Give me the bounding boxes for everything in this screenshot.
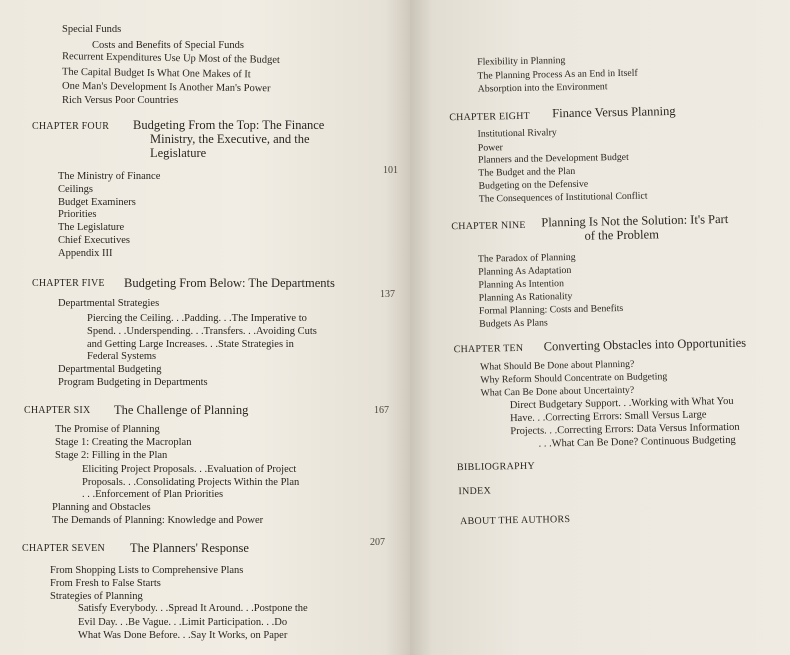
toc-entry: Spend. . .Underspending. . .Transfers. . .Avoiding Cuts <box>87 326 317 337</box>
toc-entry: Absorption into the Environment <box>477 81 608 95</box>
chapter-title: Converting Obstacles into Opportunities <box>543 335 747 354</box>
page-number: 207 <box>370 537 385 548</box>
chapter-label: CHAPTER EIGHT <box>449 110 531 124</box>
chapter-label: CHAPTER SEVEN <box>22 543 105 554</box>
toc-entry: Formal Planning: Costs and Benefits <box>478 302 624 317</box>
index-entry: INDEX <box>458 485 492 498</box>
toc-entry: Piercing the Ceiling. . .Padding. . .The Imperative to <box>87 313 307 324</box>
toc-entry: Budgeting on the Defensive <box>478 178 589 192</box>
toc-entry: Appendix III <box>58 248 113 259</box>
toc-entry: What Was Done Before. . .Say It Works, on Paper <box>78 630 288 641</box>
toc-entry: Evil Day. . .Be Vague. . .Limit Participation. . .Do <box>78 617 288 628</box>
about-authors-entry: ABOUT THE AUTHORS <box>459 514 571 528</box>
toc-entry: Recurrent Expenditures Use Up Most of the Budget <box>61 51 280 66</box>
toc-entry: Budget Examiners <box>58 197 136 208</box>
toc-entry: One Man's Development Is Another Man's Power <box>61 80 271 95</box>
chapter-title: of the Problem <box>584 227 659 243</box>
chapter-label: CHAPTER SIX <box>24 405 91 416</box>
toc-entry: The Legislature <box>58 222 125 233</box>
toc-entry: Chief Executives <box>58 235 131 246</box>
toc-entry: and Getting Large Increases. . .State Strategies in <box>87 339 294 350</box>
toc-entry: Institutional Rivalry <box>477 127 557 140</box>
toc-entry: Stage 1: Creating the Macroplan <box>55 437 192 448</box>
toc-entry: Departmental Strategies <box>58 298 160 309</box>
toc-entry: Planning As Adaptation <box>478 264 572 278</box>
chapter-title: The Challenge of Planning <box>114 403 249 417</box>
toc-entry: . . .What Can Be Done? Continuous Budgeting <box>538 434 736 450</box>
chapter-title: The Planners' Response <box>130 541 249 555</box>
toc-entry: What Can Be Done about Uncertainty? <box>480 384 635 399</box>
toc-entry: Why Reform Should Concentrate on Budgeting <box>480 371 668 386</box>
chapter-label: CHAPTER NINE <box>451 219 526 233</box>
toc-entry: Planners and the Development Budget <box>477 151 629 166</box>
page-number: 137 <box>380 289 395 300</box>
toc-entry: Program Budgeting in Departments <box>58 377 208 388</box>
chapter-label: CHAPTER TEN <box>453 342 524 356</box>
chapter-title: Finance Versus Planning <box>552 103 676 121</box>
toc-entry: Direct Budgetary Support. . .Working with What You <box>509 395 734 412</box>
toc-entry: Stage 2: Filling in the Plan <box>55 450 168 461</box>
toc-entry: The Promise of Planning <box>55 424 160 435</box>
toc-entry: . . .Enforcement of Plan Priorities <box>82 489 224 500</box>
toc-entry: Satisfy Everybody. . .Spread It Around. . .Postpone the <box>78 603 308 614</box>
toc-entry: Federal Systems <box>87 351 157 362</box>
toc-entry: Costs and Benefits of Special Funds <box>92 40 244 51</box>
toc-entry: Have. . .Correcting Errors: Small Versus Large <box>509 409 707 425</box>
toc-entry: Power <box>477 142 504 154</box>
toc-entry: What Should Be Done about Planning? <box>479 358 635 373</box>
chapter-title: Legislature <box>150 146 207 160</box>
toc-entry: Eliciting Project Proposals. . .Evaluation of Project <box>82 464 297 475</box>
toc-entry: The Capital Budget Is What One Makes of It <box>61 66 251 81</box>
toc-entry: Strategies of Planning <box>50 591 143 602</box>
chapter-title: Budgeting From Below: The Departments <box>124 276 335 290</box>
toc-entry: Special Funds <box>62 24 122 35</box>
toc-entry: The Planning Process As an End in Itself <box>477 67 638 82</box>
chapter-label: CHAPTER FOUR <box>32 121 110 132</box>
right-page <box>410 0 790 655</box>
chapter-label: CHAPTER FIVE <box>32 278 105 289</box>
toc-entry: Rich Versus Poor Countries <box>62 95 179 106</box>
toc-entry: Priorities <box>58 209 97 220</box>
toc-entry: From Fresh to False Starts <box>50 578 161 589</box>
toc-entry: Budgets As Plans <box>479 317 548 330</box>
chapter-title: Budgeting From the Top: The Finance <box>133 118 325 132</box>
chapter-title: Planning Is Not the Solution: It's Part <box>541 211 729 230</box>
toc-entry: The Consequences of Institutional Conflict <box>478 190 648 205</box>
toc-entry: Departmental Budgeting <box>58 364 162 375</box>
toc-entry: The Paradox of Planning <box>477 251 576 265</box>
toc-entry: Planning As Intention <box>478 278 565 291</box>
toc-entry: Proposals. . .Consolidating Projects Within the Plan <box>82 477 300 488</box>
toc-entry: Planning As Rationality <box>478 290 573 304</box>
chapter-title: Ministry, the Executive, and the <box>150 132 310 146</box>
toc-entry: Ceilings <box>58 184 94 195</box>
toc-entry: Flexibility in Planning <box>477 55 566 68</box>
toc-entry: The Ministry of Finance <box>58 171 161 182</box>
toc-entry: The Budget and the Plan <box>478 165 576 179</box>
toc-entry: From Shopping Lists to Comprehensive Plans <box>50 565 244 576</box>
page-number: 101 <box>383 165 398 176</box>
page-number: 167 <box>374 405 389 416</box>
toc-entry: Planning and Obstacles <box>52 502 151 513</box>
toc-entry: The Demands of Planning: Knowledge and Power <box>52 515 264 526</box>
bibliography-entry: BIBLIOGRAPHY <box>456 460 536 474</box>
toc-entry: Projects. . .Correcting Errors: Data Versus Information <box>510 421 740 438</box>
